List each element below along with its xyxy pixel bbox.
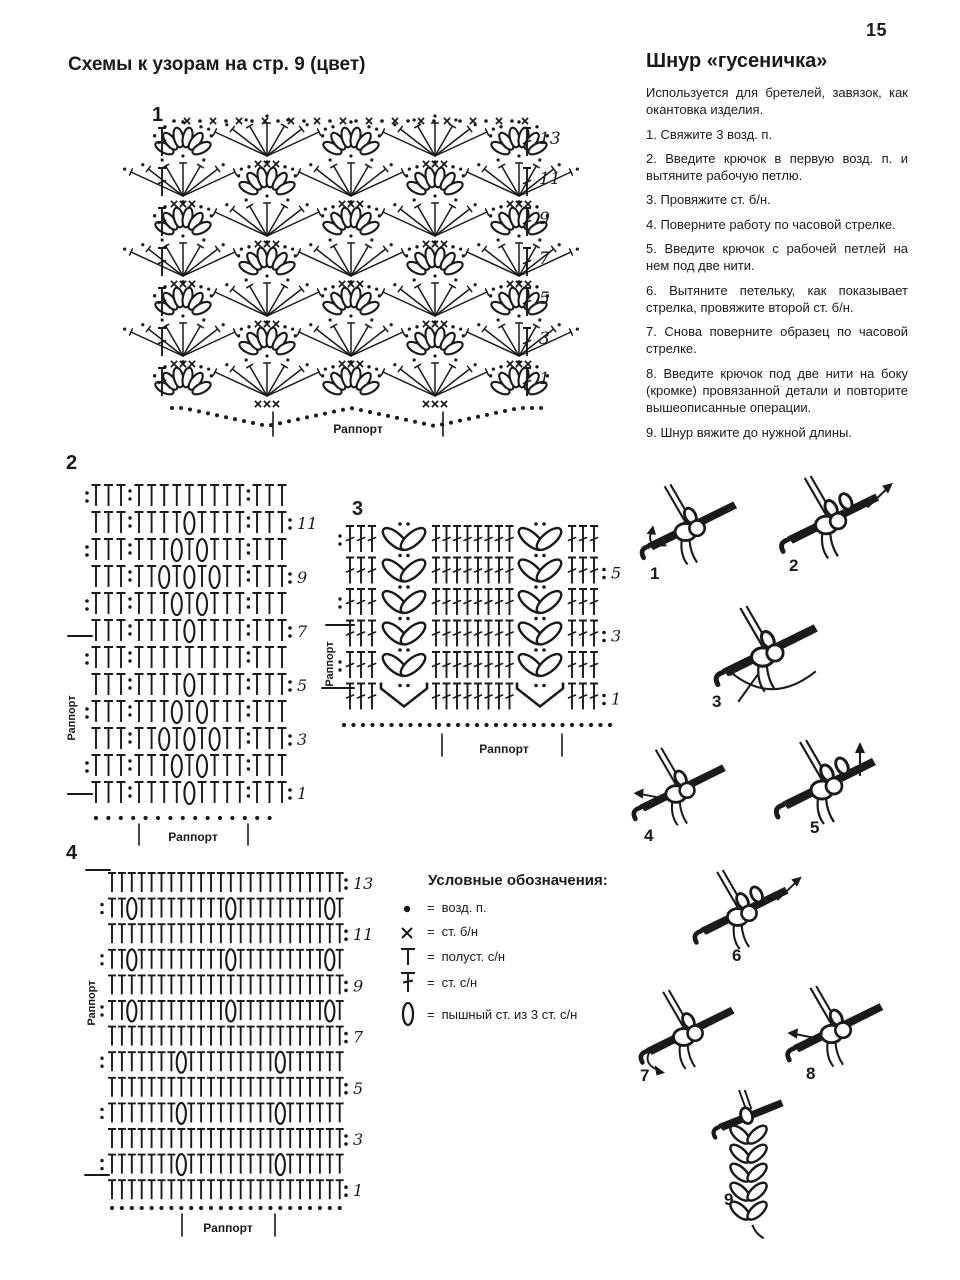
svg-text:1: 1 — [353, 1181, 364, 1201]
legend-items — [398, 897, 638, 1028]
svg-text:13: 13 — [353, 874, 374, 893]
svg-text:3: 3 — [611, 626, 622, 646]
svg-text:5: 5 — [353, 1078, 364, 1098]
legend — [398, 872, 638, 1031]
legend-equals: = — [427, 948, 435, 964]
crochet-hook-illustration — [630, 990, 762, 1084]
svg-text:Раппорт: Раппорт — [168, 830, 218, 844]
cord-article — [646, 50, 908, 448]
svg-text:7: 7 — [353, 1027, 364, 1047]
legend-equals: = — [427, 974, 435, 990]
step-figure-2 — [771, 476, 907, 574]
figure-number: 2 — [789, 556, 799, 575]
step-figure-4 — [628, 746, 748, 845]
puff-stitch-oval-icon — [398, 1000, 420, 1028]
crochet-chart-1 — [150, 112, 565, 448]
double-crochet-dagger-icon — [398, 970, 420, 994]
instruction-step-2: 2. Введите крючок в первую возд. п. и вытяните рабочую петлю. — [646, 150, 908, 184]
figure-number: 8 — [806, 1064, 816, 1083]
half-double-crochet-t-icon — [398, 945, 420, 967]
svg-text:5: 5 — [611, 563, 622, 583]
instruction-step-7: 7. Снова поверните образец по часовой стрелке. — [646, 324, 908, 357]
svg-text:Раппорт: Раппорт — [86, 980, 98, 1026]
patterns-heading: Схемы к узорам на стр. 9 (цвет) — [68, 54, 366, 75]
instruction-step-9: 9. Шнур вяжите до нужной длины. — [646, 424, 852, 440]
svg-text:7: 7 — [297, 622, 308, 641]
instruction-step-6: 6. Вытяните петельку, как показывает стрелка, провяжите второй ст. б/н. — [646, 282, 908, 315]
legend-item — [398, 945, 638, 967]
step-figure-5 — [764, 740, 906, 840]
crochet-hook-illustration — [764, 740, 906, 840]
svg-text:11: 11 — [539, 169, 561, 189]
svg-text:1: 1 — [611, 689, 622, 709]
svg-text:Раппорт: Раппорт — [479, 742, 529, 756]
figure-number: 7 — [640, 1066, 650, 1085]
legend-equals: = — [427, 1006, 435, 1022]
crochet-chart-4 — [58, 858, 380, 1254]
instruction-step-5: 5. Введите крючок с рабочей петлей на нем под две нити. — [646, 240, 908, 274]
legend-label: полуст. с/н — [441, 948, 506, 964]
svg-text:9: 9 — [353, 976, 364, 996]
chain-stitch-dot-icon — [398, 898, 420, 918]
article-intro: Используется для бретелей, завязок, как окантовка изделия. — [646, 85, 908, 118]
svg-text:3: 3 — [539, 329, 550, 349]
svg-text:1: 1 — [297, 784, 308, 803]
instruction-step-1: 1. Свяжите 3 возд. п. — [646, 126, 773, 142]
diagram-3-number: 3 — [352, 498, 364, 520]
instruction-steps — [646, 126, 908, 441]
legend-item — [398, 921, 638, 942]
legend-equals: = — [427, 924, 435, 939]
crochet-chart-2 — [60, 476, 318, 856]
figure-number: 6 — [732, 946, 742, 965]
legend-title: Условные обозначения: — [428, 872, 608, 889]
step-figure-3 — [708, 606, 844, 711]
crochet-hook-illustration — [780, 986, 908, 1082]
instruction-step-8: 8. Введите крючок под две нити на боку (кромке) провязанной детали и повторите вышеописанные операции. — [646, 365, 908, 416]
instruction-step-3: 3. Провяжите ст. б/н. — [646, 192, 771, 208]
diagram-2-number: 2 — [66, 452, 78, 474]
svg-text:11: 11 — [297, 514, 318, 533]
crochet-hook-illustration — [708, 606, 844, 708]
svg-text:5: 5 — [297, 676, 308, 695]
figure-number: 1 — [650, 564, 660, 583]
figure-number: 5 — [810, 818, 820, 837]
figure-number: 9 — [724, 1190, 734, 1209]
svg-text:Раппорт: Раппорт — [324, 641, 336, 687]
svg-text:1: 1 — [539, 369, 550, 389]
legend-equals: = — [427, 900, 435, 915]
diagram-1-number: 1 — [152, 104, 164, 126]
svg-text:3: 3 — [353, 1130, 364, 1149]
crochet-chart-3 — [320, 512, 632, 770]
legend-label: ст. б/н — [441, 924, 479, 939]
svg-text:9: 9 — [297, 568, 308, 587]
step-figure-1 — [636, 482, 760, 582]
page-number: 15 — [866, 20, 888, 40]
legend-label: пышный ст. из 3 ст. с/н — [441, 1006, 578, 1022]
svg-text:7: 7 — [539, 249, 550, 269]
step-figure-8 — [780, 986, 908, 1082]
svg-text:Раппорт: Раппорт — [333, 422, 383, 436]
step-figure-6 — [680, 870, 820, 964]
figure-number: 4 — [644, 826, 654, 845]
diagram-4-number: 4 — [66, 842, 78, 864]
single-crochet-x-icon — [398, 922, 420, 942]
figure-number: 3 — [712, 692, 722, 711]
svg-text:11: 11 — [353, 925, 374, 945]
crochet-hook-illustration — [680, 870, 820, 964]
legend-item — [398, 1000, 638, 1028]
legend-label: возд. п. — [441, 900, 487, 915]
finished-cord-illustration — [708, 1090, 808, 1242]
svg-text:3: 3 — [297, 730, 308, 749]
svg-text:Раппорт: Раппорт — [203, 1221, 253, 1235]
step-figure-9 — [708, 1090, 808, 1242]
svg-text:9: 9 — [539, 209, 550, 229]
step-figure-7 — [630, 990, 762, 1084]
legend-item — [398, 970, 638, 994]
svg-text:5: 5 — [539, 289, 550, 309]
legend-label: ст. с/н — [441, 974, 478, 990]
svg-text:Раппорт: Раппорт — [66, 695, 78, 741]
svg-text:13: 13 — [539, 129, 561, 149]
legend-item — [398, 897, 638, 918]
article-title: Шнур «гусеничка» — [646, 50, 828, 72]
instruction-step-4: 4. Поверните работу по часовой стрелке. — [646, 216, 896, 232]
